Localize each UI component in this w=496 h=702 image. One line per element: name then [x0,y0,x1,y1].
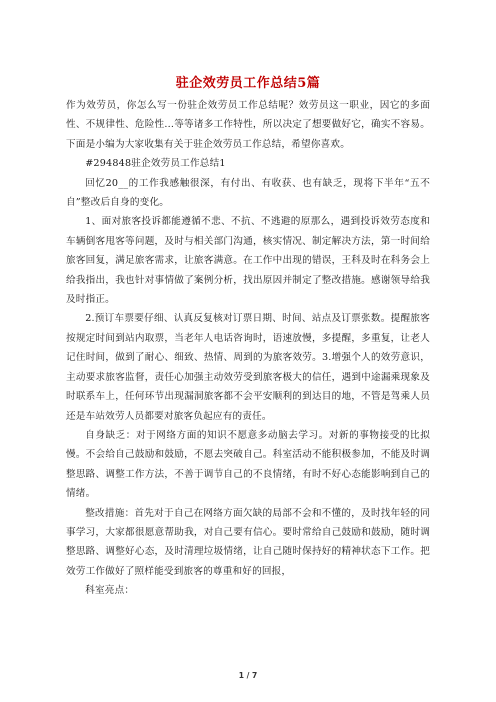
page-number: 1 / 7 [238,671,258,680]
document-title: 驻企效劳员工作总结5篇 [175,76,321,91]
body-paragraph: 自身缺乏：对于网络方面的知识不愿意多动脑去学习。对新的事物接受的比拟慢。不会给自己鼓励和鼓励，不愿去突破自己。科室活动不能积极参加，不能及时调整思路、调整工作方法，不善于调节自己的不良情绪，有时不好心态能影响到自己的情绪。 [66,429,430,500]
intro-paragraph: 作为效劳员，你怎么写一份驻企效劳员工作总结呢？效劳员这一职业，因它的多面性、不规律性、危险性...等等诸多工作特性，所以决定了想要做好它，确实不容易。下面是小编为大家收集有关于驻企效劳员工作总结，希望你喜欢。 [66,100,430,150]
section-heading: #294848驻企效劳员工作总结1 [85,158,226,170]
body-paragraph: 2.预订车票要仔细、认真反复核对订票日期、时间、站点及订票张数。提醒旅客按规定时间到站内取票，当老年人电话咨询时，语速放慢，多提醒，多重复，让老人记住时间，做到了耐心、细致、热情、周到的为旅客效劳。3.增强个人的效劳意识，主动要求旅客监督，责任心加强主动效劳受到旅客极大的信任，遇到中途漏乘现象及时联系车上，任何环节出现漏洞旅客都不会平安顺利的到达目的地，不管是驾乘人员还是车站效劳人员都要对旅客负起应有的责任。 [66,313,430,422]
body-paragraph: 回忆20__的工作我感触很深，有付出、有收获、也有缺乏，现将下半年“五不自”整改后自身的变化。 [66,177,430,209]
body-paragraph: 1、面对旅客投诉都能遵循不悲、不抗、不逃避的原那么，遇到投诉效劳态度和车辆倒客甩客等问题，及时与相关部门沟通，核实情况、制定解决方法，第一时间给旅客回复，满足旅客需求，让旅客满意。在工作中出现的错误，王科及时在科务会上给我指出，我也针对事情做了案例分析，找出原因并制定了整改措施。感谢领导给我及时指正。 [66,216,430,306]
document-body [66,96,430,601]
body-paragraph: 整改措施：首先对于自己在网络方面欠缺的局部不会和不懂的，及时找年轻的同事学习，大家都很愿意帮助我，对自己要有信心。要时常给自己鼓励和鼓励，随时调整思路、调整好心态，及时清理垃圾情绪，让自己随时保持好的精神状态下工作。把效劳工作做好了照样能受到旅客的尊重和好的回报， [66,507,430,577]
body-paragraph: 科室亮点： [85,585,135,597]
